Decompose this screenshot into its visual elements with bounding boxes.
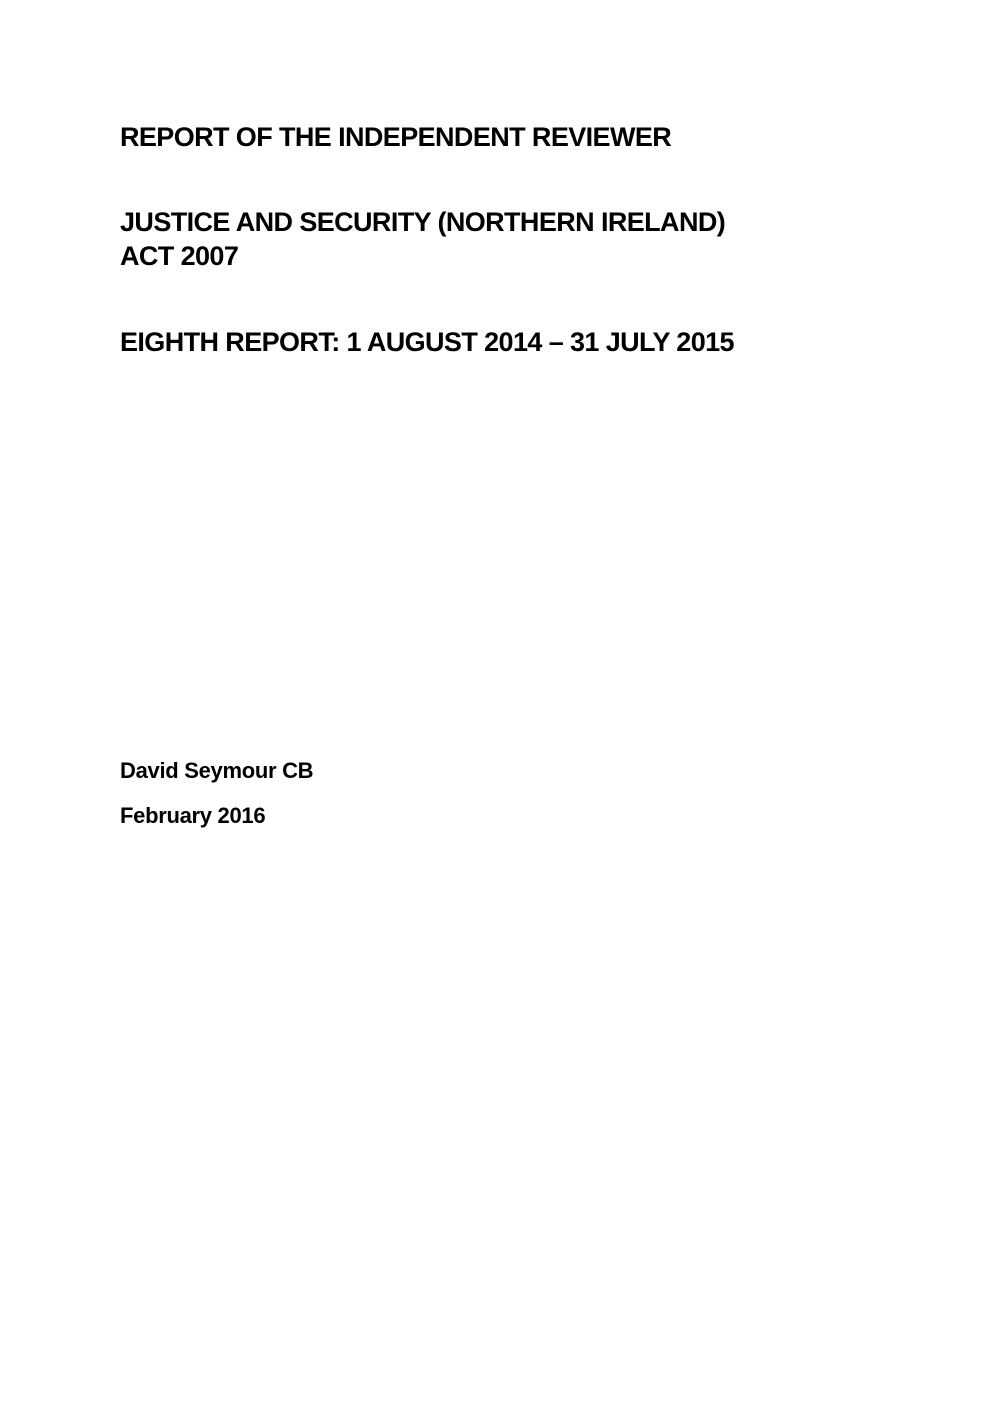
act-title-line-2: ACT 2007 [120, 241, 239, 271]
author-name: David Seymour CB [120, 758, 314, 783]
report-title: REPORT OF THE INDEPENDENT REVIEWER [120, 122, 672, 152]
act-title [120, 205, 725, 273]
publication-date: February 2016 [120, 803, 266, 828]
act-title-line-1: JUSTICE AND SECURITY (NORTHERN IRELAND) [120, 207, 726, 237]
report-period: EIGHTH REPORT: 1 AUGUST 2014 – 31 JULY 2015 [120, 327, 734, 357]
